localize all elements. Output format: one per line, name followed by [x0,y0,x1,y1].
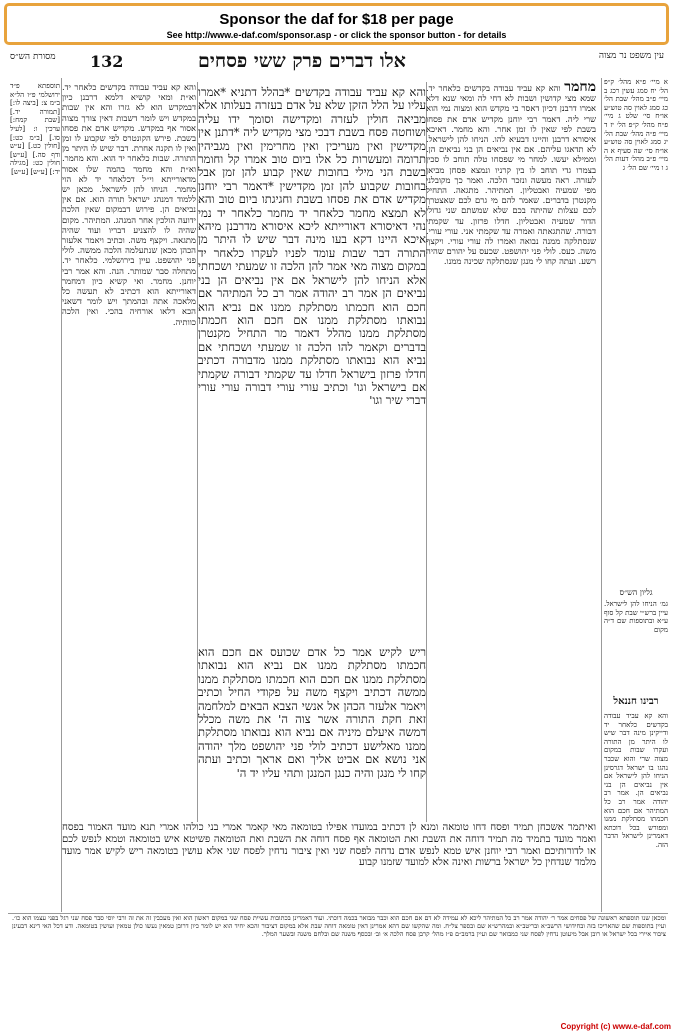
ein-mishpat-column: א מיי׳ פ״א מהל׳ ק״פ הל׳ יח סמג עשין רכג ב מיי׳ פ״ב מהל׳ שבת הל׳ כג סמג לאוין סה טוש״ע או״ח סי׳ שלט ג מיי׳ פ״ח מהל׳ ק״פ הל׳ יז ד מיי׳ פ״ה מהל׳ שבת הל׳ יג סמג לאוין סה טוש״ע או״ח סי׳ שה סעיף א ה מיי׳ פ״ב מהל׳ דעות הל׳ ג ו מיי׳ שם הל׳ ג [604,78,668,172]
talmud-page [8,48,668,1016]
rabbenu-chananel-title: רבינו חננאל [613,696,659,707]
gemara-main-text: והא קא עביד עבודה בקדשים *בהלל דתניא *אמרו עליו על הלל הזקן שלא על אדם בעזרה בעלותו אלא מביאה חולין לעזרה ומקדישה וסומך ידו עליה ושוחטה פסח בשבת דבכי מצי מקדיש ליה *דתנן אין מקדישין ואין מעריכין ואין מחרימין ואין מגביהין תרומה ומעשרות כל אלו ביום טוב אמרו קל וחומר בשבת הני מילי בחובות שאין קבוע להן זמן אבל בחובות שקבוע להן זמן מקדישין *דאמר רבי יוחנן מקדיש אדם את פסחו בשבת וחגיגתו ביום טוב והא לא תמצא מחמר כלאחר יד מחמר כלאחר יד נמי נהי דאיסורא דאורייתא ליכא איסורא מדרבנן מיהא איכא היינו דקא בעו מינה דבר שיש לו היתר מן התורה דבר שבות עומד לפניו לעקרו כלאחר יד במקום מצוה מאי אמר להן הלכה זו שמעתי ושכחתי אלא הניחו להן לישראל אם אין נביאים הן בני נביאים הן אמר רב יהודה אמר רב כל המתיהר אם חכם הוא חכמתו מסתלקת ממנו אם נביא הוא נבואתו מסתלקת ממנו אם חכם הוא חכמתו מסתלקת ממנו מהלל דאמר מר התחיל מקנטרן בדברים וקאמר להו הלכה זו שמעתי ושכחתי אם נביא הוא נבואתו מסתלקת ממנו מדבורה דכתיב חדלו פרזון בישראל חדלו עד שקמתי דבורה שקמתי אם בישראל וגו' וכתיב עורי עורי דבורה עורי עורי דברי שיר וגו' [198,86,426,408]
massoret-header: מסורת הש״ס [10,52,56,62]
footnotes: ומכאן שנו תוספתא ראשונה של פסחים אמר ר׳ יהודה אמר רב כל המתיהר ליכא לא עמידה לא דם אם חכם הוא וכבר מבואר בכמה דוכתי. ועוד דאמרינן בכתובות עשיית פסח שני במקום ראשון הוא ואין מעכבין זה את זה ורבי יוסי סבר פסח שני רגל בפני עצמו הוא כו׳. ועיין בתוספות שם שהאריכו בזה ובחידושי הרשב״א ובריטב״א ובמהרש״א שם ובספר צל״ח. ומה שהקשו שם דהא אמרינן דאין טומאה דוחה שבת אלא במקום דציבור והכא יחיד הוא יש לומר כיון דרובן טמאין נעשו כולן טמאין ועושין בטומאה. ודע דכל האי דינא דבעינן ציבור איירי בכל ישראל או רובן אבל מיעוטן נדחין לפסח שני כמבואר שם ועיין ברמב״ם פ״ז מהל׳ קרבן פסח הלכה א׳ וב׳ ובכסף משנה שם ובלחם משנה ובשער המלך. [12,914,666,938]
rashi-text: והא קא עביד עבודה בקדשים כלאחר יד. שמא מצי קדושין ושבות לא דחי לה ומאי שנא דלא אמרו דרבנן דכיון דאסר בי מקדש הוא ומצוה נמי הוא שרי ליה. דאמר רבי יוחנן מקדיש אדם את פסחו בשבת לפי שאין לו זמן אחר. והא מחמר. דאיכא איסורא דרבנן והיינו דבעיא להו. הניחו להן לישראל. לא תדאגו עליהם. אם אין נביאים הן בני נביאים הן. וממילא יעשו. למחר מי שפסחו טלה תוחב לו סכין בצמרו גדי תוחב לו בין קרניו ונמצא פסחן מביאן לעזרה. ראה מעשה ונזכר הלכה. ואמר כך מקובלני מפי שמעיה ואבטליון. המתיהר. מתגאה. התחיל מקנטרן בדברים. שאמר להם מי גרם לכם שאצטרך לכם עצלות שהיתה בכם שלא שמשתם שני גדולי הדור שמעיה ואבטליון. חדלו פרזון. עד שקמתי דבורה. שהתגאתה ואמרה עד שקמתי אני. עורי עורי. שנסתלקה ממנה נבואה ואמרו לה עורי עורי. ויקצף משה. כעס. לולי פני יהושפט. שכעס על יהורם שהיה רשע. ועתה קחו לי מנגן שנסתלקה שכינה ממנו. [426,83,596,267]
sponsor-banner[interactable] [4,3,669,45]
copyright-link[interactable]: Copyright (c) www.e-daf.com [560,1022,671,1031]
ein-mishpat-header: עין משפט נר מצוה [598,51,664,61]
gemara-lower-section: ואיתמר אשכחן תמיד ופסח דחו טומאה ומנא לן דכתיב במועדו אפילו בטומאה מאי קאמר אמרי בני כולהו אמרי תנא מועד האמור בפסח ואמר מועד בתמיד מה תמיד דוחה את השבת ואת הטומאה אף פסח דוחה את השבת ואת הטומאה פשיטא איש בטומאה וטמא לנפש לכם או לדורותיכם ואמר רבי יוחנן איש טמא לנפש אדם נדחה לפסח שני ואין ציבור נדחין לפסח שני אלא עושין בטומאה ריש לקיש אמר מועד מלמד שנדחין כל ישראל ברשות ואינה אלא למועד שזמנו קבוע [62,822,596,869]
gilyon-hashas-title: גליון הש״ס [619,588,653,597]
page-number: 132 [90,52,124,71]
gilyon-hashas-text: גמ׳ הניחו להן לישראל. עיין ברש״י שבת קל סוף ע״א ובתוספות שם ד״ה מקום [604,600,668,634]
sponsor-subtitle: See http://www.e-daf.com/sponsor.asp - or click the sponsor button - for details [166,30,507,40]
massoret-hashas-column: תוספתא פ״ד ירושלמי פ״ו הל״א ב״מ צ: [ביצה לו:] [תמורה יד.] [שבת קמח:] ערכין ו: [לעיל סו.] [ב״מ כט:] [חולין כט.] [ע״ש ודף סה.] [ע״ש] חולין כט: [מגילה יד:] [ע״ש] [ע״ש] [10,82,60,176]
rabbenu-chananel-text: והא קא עביד עבודה בקדשים כלאחר יד ודייקינן מינה דבר שיש לו היתר מן התורה ועקרו שבות במקום מצוה שרי והוא שכבר נהגו בו ישראל דגרסינן הניחו להן לישראל אם אין נביאים הן בני נביאים הן. אמר רב יהודה אמר רב כל המתיהר אם חכם הוא חכמתו מסתלקת ממנו ומפורש בכל דוכתא דאמרינן לישראל הדבר הזה. [604,712,668,849]
gemara-continuation-text: ריש לקיש אמר כל אדם שכועס אם חכם הוא חכמתו מסתלקת ממנו אם נביא הוא נבואתו מסתלקת ממנו אם חכם הוא חכמתו מסתלקת ממנו ממשה דכתיב ויקצף משה על פקודי החיל וכתיב ויאמר אלעזר הכהן אל אנשי הצבא הבאים למלחמה זאת חקת התורה אשר צוה ה' את משה מכלל דמשה איעלם מיניה אם נביא הוא נבואתו מסתלקת ממנו מאלישע דכתיב לולי פני יהושפט מלך יהודה אני נושא אם אביט אליך ואם אראך וכתיב ועתה קחו לי מנגן והיה כנגן המנגן ותהי עליו יד ה' [198,646,426,780]
page-header [8,48,668,76]
sponsor-title[interactable]: Sponsor the daf for $18 per page [219,11,454,28]
page-title: אלו דברים פרק ששי פסחים [198,50,406,72]
divider [601,78,602,912]
rashi-keyword: מחמר [564,82,596,95]
tosafot-commentary: והא קא עביד עבודה בקדשים כלאחר יד. וא״ת ומאי קושיא דלמא דרבנן כיון דבמקדש הוא לא גזרו והא אין שבות במקדש ויש לומר דשבות דאין צורך מצוה אסור אף במקדש. מקדיש אדם את פסחו בשבת. פירש הקונטרס לפי שקבוע לו זמן ואין לו תקנה אחרת. דבר שיש לו היתר מן התורה. שבות כלאחר יד הוא. והא מחמר. וא״ת והא מחמר בהמה שלו אסור מדאורייתא וי״ל דכלאחר יד לא הוי מחמר. הניחו להן לישראל. מכאן יש ללמוד דמנהג ישראל תורה הוא. אם אין נביאים הן. פירוש דבמקום שאין הלכה ידועה הולכין אחר המנהג. המתיהר. מקום שהיה לו להצניע דבריו ועוד שהיה מתגאה. ויקצף משה. וכתיב ויאמר אלעזר הכהן מכאן שנתעלמה הלכה ממשה. לולי פני יהושפט. עיין בירושלמי. כלאחר יד. מתחלה סבר שמותר. הנה. והא אמר רבי יוחנן. מחמר. ואי קשיא כיון דמחמר דאורייתא הוא דכתיב לא תעשה כל מלאכה אתה ובהמתך ויש לומר דשאני הכא דלאו אורחיה בהכי. ואין הלכה כוותיה. [62,82,196,327]
rashi-commentary [426,82,596,654]
